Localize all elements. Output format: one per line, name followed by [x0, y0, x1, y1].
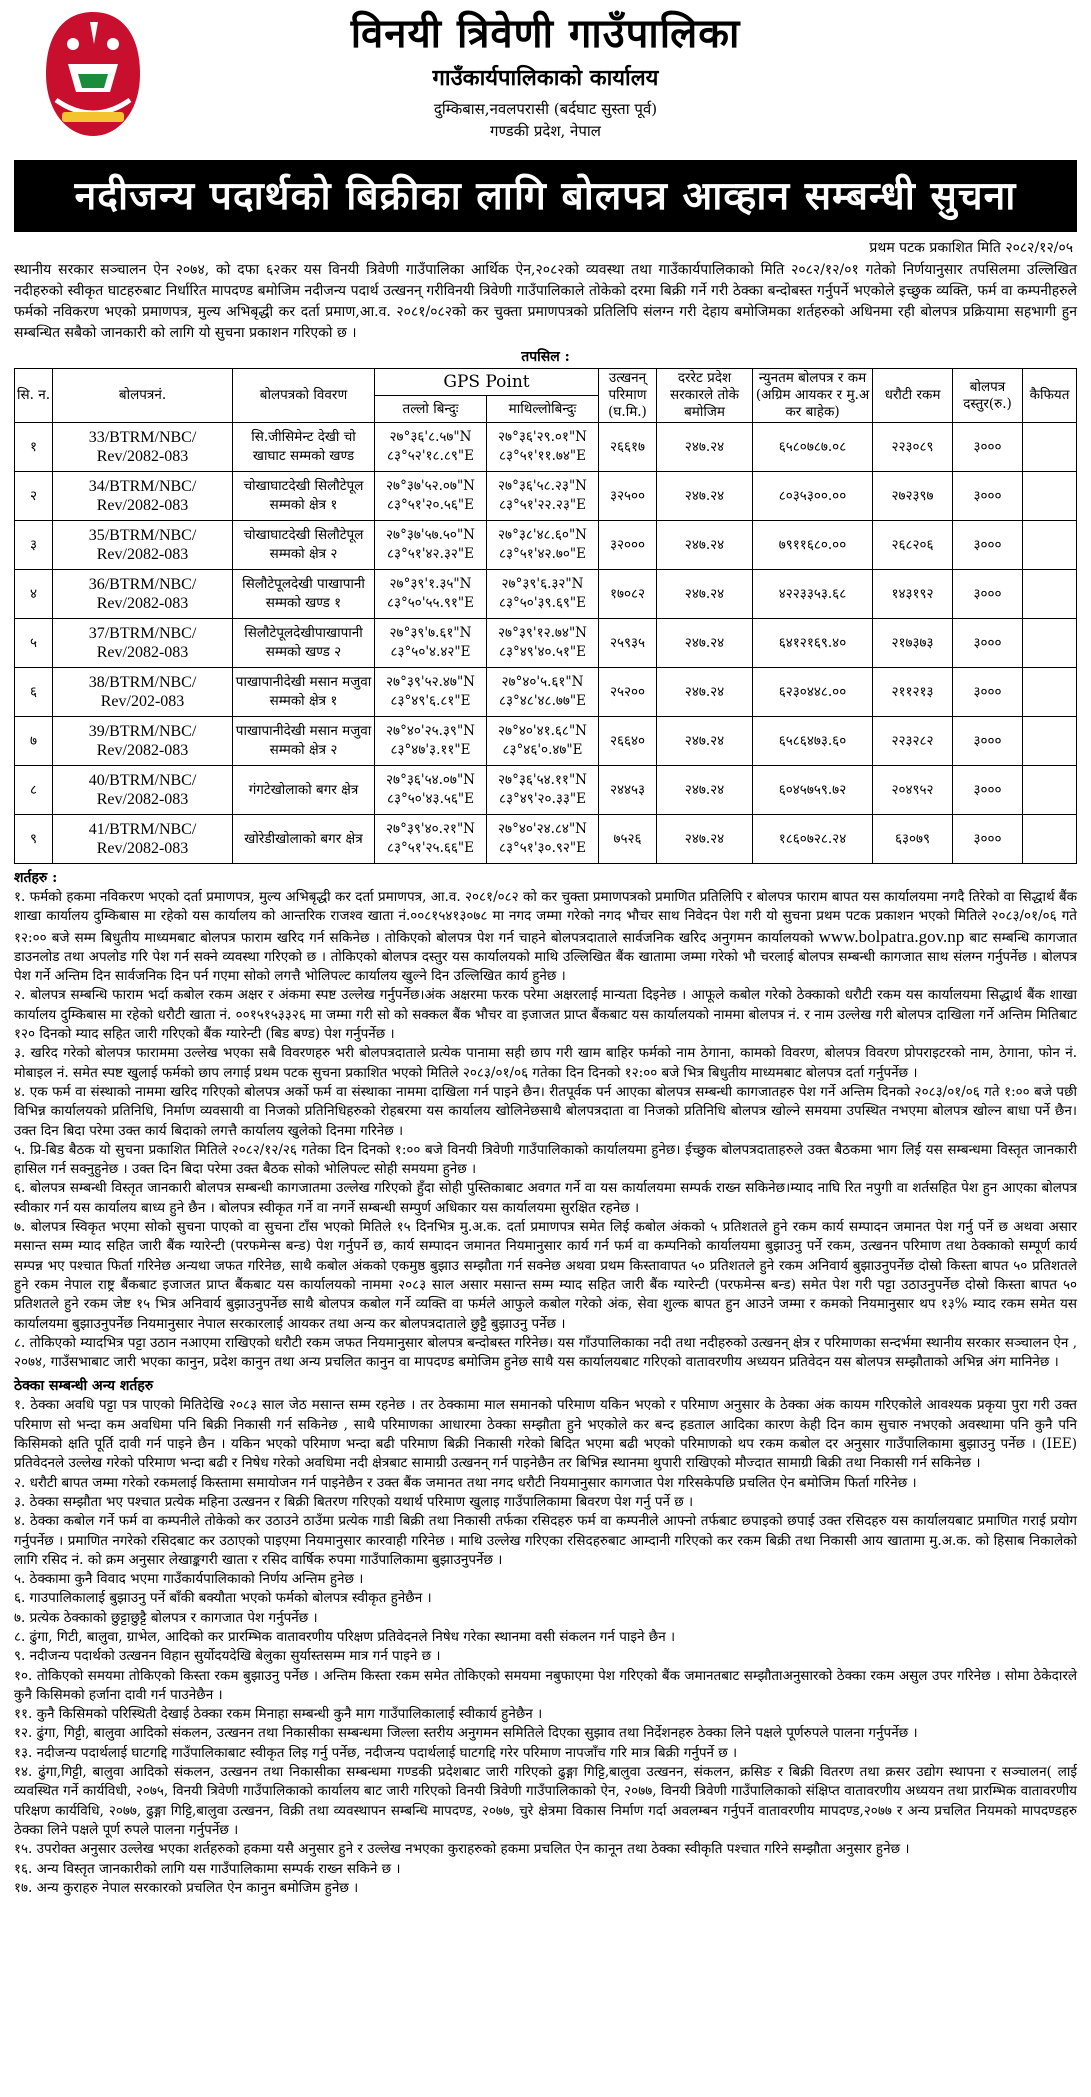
table-row [15, 815, 1077, 864]
cell-deposit: १४३१९२ [873, 570, 953, 619]
cell-bid-no: 36/BTRM/NBC/ Rev/2082-083 [53, 570, 233, 619]
col-gps-upper: माथिल्लोबिन्दुः [487, 396, 599, 423]
cell-fee: ३००० [953, 472, 1023, 521]
cell-gps-lower: २७°३९'४०.२१"N ८३°५१'२५.६६"E [375, 815, 487, 864]
cell-sn: ९ [15, 815, 53, 864]
cell-sn: ५ [15, 619, 53, 668]
terms-heading: शर्तहरु : [14, 870, 58, 886]
cell-gps-lower: २७°४०'२५.३९"N ८३°४७'३.११"E [375, 717, 487, 766]
tapsil-label: तपसिल : [521, 349, 570, 365]
col-rate: दररेट प्रदेश सरकारले तोके बमोजिम [657, 369, 753, 423]
cell-min: ६०४५७५९.७२ [753, 766, 873, 815]
cell-bid-no: 34/BTRM/NBC/ Rev/2082-083 [53, 472, 233, 521]
col-gps-lower: तल्लो बिन्दुः [375, 396, 487, 423]
cell-gps-upper: २७°३६'५८.२३"N ८३°५१'२२.२३"E [487, 472, 599, 521]
cell-gps-upper: २७°३६'२९.०१"N ८३°५१'११.७४"E [487, 423, 599, 472]
cell-qty: २६६४० [599, 717, 657, 766]
cell-gps-upper: २७°४०'५.६१"N ८३°४८'४८.७७"E [487, 668, 599, 717]
cell-desc: खोरेडीखोलाको बगर क्षेत्र [233, 815, 375, 864]
other-term-item: ७. प्रत्येक ठेक्काको छुट्टाछुट्टै बोलपत्र र कागजात पेश गर्नुपर्नेछ । [14, 1609, 318, 1626]
cell-deposit: ६३०७९ [873, 815, 953, 864]
cell-gps-upper: २७°३८'४८.६०"N ८३°५१'४२.७०"E [487, 521, 599, 570]
cell-remark [1023, 619, 1077, 668]
cell-desc: चोखाघाटदेखी सिलौटेपूल सम्मको क्षेत्र २ [233, 521, 375, 570]
cell-gps-upper: २७°४०'४१.६८"N ८३°४६'०.४७"E [487, 717, 599, 766]
cell-fee: ३००० [953, 766, 1023, 815]
cell-deposit: २७२३९७ [873, 472, 953, 521]
cell-gps-upper: २७°३६'५४.११"N ८३°४९'२०.३३"E [487, 766, 599, 815]
table-row [15, 423, 1077, 472]
cell-qty: ३२५०० [599, 472, 657, 521]
term-item: १. फर्मको हकमा नविकरण भएको दर्ता प्रमाणपत्र, मुल्य अभिबृद्धी कर दर्ता प्रमाणपत्र, आ.व. २०८१/०८२ को कर चुक्ता प्रमाणपत्रको प्रमाणित प्रतिलिपि र बोलपत्र फाराम बापत यस कार्यालयमा नगदै तिरेको वा सिद्धार्थ बैंक शाखा कार्यालय दुम्किबास मा रहेको यस कार्यालय को आन्तरिक राजश्व खाता नं.००८१५४१३०७८ मा नगद जम्मा गरेको नगद भौचर साथ निवेदन पेश गरी यो सुचना प्रथम पटक प्रकाशन भएको मितिले २०८३/०१/०६ गते १२:०० बजे सम्म बिधुतीय माध्यमबाट बोलपत्र फाराम खरिद गर्न सकिनेछ । तोकिएको बोलपत्र पेश गर्न चाहने बोलपत्रदाताले सार्वजनिक खरिद अनुगमन कार्यालयको www.bolpatra.gov.np बाट सम्बन्धि कागजात डाउनलोड तथा अपलोड गरि पेश गर्न सक्ने व्यवस्था गरिएको छ । तोकिएको बोलपत्र दस्तुर यस कार्यालयको माथि उल्लिखित बैंक खातामा जम्मा गरेको भौ चरलाई बोलपत्र सम्बन्धी कागजात साथ संलग्न गर्नुपर्नेछ । बोलपत्र पेश गर्ने अन्तिम दिन सार्वजनिक दिन पर्न गएमा सोको लगत्तै भोलिपल्ट कार्यालय खुल्ने दिन उल्लिखित कार्य हुनेछ । [14, 889, 1078, 985]
cell-deposit: २१७३७३ [873, 619, 953, 668]
cell-desc: चोखाघाटदेखी सिलौटेपूल सम्मको क्षेत्र १ [233, 472, 375, 521]
cell-fee: ३००० [953, 668, 1023, 717]
bid-table [14, 368, 1077, 864]
cell-bid-no: 39/BTRM/NBC/ Rev/2082-083 [53, 717, 233, 766]
cell-qty: २५२०० [599, 668, 657, 717]
other-term-item: ८. ढुंगा, गिटी, बालुवा, ग्राभेल, आदिको कर प्रारम्भिक वातावरणीय परिक्षण प्रतिवेदनले निषेध गरेका स्थानमा वसी संकलन गर्न पाइने छैन । [14, 1628, 676, 1645]
cell-rate: २४७.२४ [657, 668, 753, 717]
col-deposit: धरौटी रकम [873, 369, 953, 423]
cell-gps-lower: २७°३७'५२.०७"N ८३°५१'२०.५६"E [375, 472, 487, 521]
cell-remark [1023, 472, 1077, 521]
cell-bid-no: 35/BTRM/NBC/ Rev/2082-083 [53, 521, 233, 570]
intro-paragraph: स्थानीय सरकार सञ्चालन ऐन २०७४, को दफा ६२कर यस विनयी त्रिवेणी गाउँपालिका आर्थिक ऐन,२०८२को व्यवस्था तथा गाउँकार्यपालिकाको मिति २०८२/१२/०१ गतेको निर्णयानुसार तपसिलमा उल्लिखित नदीहरुको स्वीकृत घाटहरुबाट निर्धारित मापदण्ड बमोजिम नदीजन्य पदार्थ उत्खनन् गरीविनयी त्रिवेणी गाउँपालिकाले तोकेको दरमा बिक्री गर्ने गरी ठेक्का बन्दोबस्त गर्नुपर्ने भएकोले इच्छुक व्यक्ति, फर्म वा कम्पनीहरुले फर्मको नविकरण भएको प्रमाणपत्र, मुल्य अभिबृद्धी कर दर्ता प्रमाण,आ.व. २०८१/०८२को कर चुक्ता प्रमाणपत्रको प्रतिलिपि संलग्न गरी देहाय बमोजिमका शर्तहरुको अधिनमा रही बोलपत्र प्रक्रियामा सहभागी हुन सम्बन्धित सबैको जानकारी को लागि यो सुचना प्रकाशन गरिएको छ । [14, 262, 1077, 341]
term-item: ७. बोलपत्र स्विकृत भएमा सोको सुचना पाएको वा सुचना टाँस भएको मितिले १५ दिनभित्र मु.अ.क. दर्ता प्रमाणपत्र समेत लिई कबोल अंकको ५ प्रतिशतले हुने रकम कार्य सम्पादन जमानत पेश गर्नु पर्ने छ अथवा असार मसान्त सम्म म्याद सहित जारी बैंक ग्यारेन्टी (परफमेन्स बन्ड) पेश गर्नुपर्ने छ, कार्य सम्पादन जमानत नियमानुसार कार्य गर्न फर्म वा कम्पनिको कार्यालयमा बुझाउनु पर्ने रकम, उत्खनन परिमाण तथा ठेक्काको सम्पूर्ण कार्य सम्पन्न भए पश्चात फिर्ता गरिनेछ अन्यथा जफत गरिनेछ, साथै कबोल अंकको एकमुष्ठ बुझाउ सम्झौता गर्न सक्नेछ अथवा प्रथम किस्तावापत ५० प्रतिशतले हुने रकम अनिवार्य बुझाउनुपर्नेछ दोस्रो किस्ता बापत ५० प्रतिशतले हुने रकम नेपाल राष्ट्र बैंकबाट इजाजत प्राप्त बैंकबाट यस कार्यालयको नाममा २०८३ साल असार मसान्त सम्म म्याद सहित जारी बैंक ग्यारेन्टी (परफमेन्स बन्ड) समेत पेश गरी पट्टा उठाउनुपर्नेछ दोस्रो किस्ता बापत ५० प्रतिशतले हुने रकम जेष्ट १५ भित्र अनिवार्य बुझाउनुपर्नेछ साथै बोलपत्र कबोल गर्ने व्यक्ति वा फर्मले आफुले कबोल गरेको अंक, सेवा शुल्क बापत हुन आउने जम्मा र कमको नियमानुसार थप १३% म्याद रकम समेत यस कार्यालयमा बुझाउनुपर्नेछ नियमानुसार नेपाल सरकारलाई आयकर तथा अन्य कर बोलपत्रदाताले छुट्टै बुझाउनु पर्नेछ । [14, 1219, 1077, 1332]
cell-remark [1023, 815, 1077, 864]
cell-rate: २४७.२४ [657, 521, 753, 570]
other-term-item: ४. ठेक्का कबोल गर्ने फर्म वा कम्पनीले तोकेको कर उठाउने ठाउँमा प्रत्येक गाडी बिक्री तथा निकासी तर्फका रसिदहरु फर्म वा कम्पनीले आफ्नो तर्फबाट छ्पाइको छपाई उक्त रसिदहरु यस कार्यालयबाट प्रमाणित गराई प्रयोग गर्नुपर्नेछ । प्रमाणित नगरेको रसिदबाट कर उठाएको पाइएमा नियमानुसार कारवाही गरिनेछ । माथि उल्लेख गरिएका रसिदहरुबाट आम्दानी गरिएको कर रकम बिक्री तथा निकासी आय खातामा मु.अ.क. को हिसाब निकालेको लागि रसिद नं. को क्रम अनुसार लेखाङ्कगरी खाता र रसिद वार्षिक रुपमा गाउँपालिकामा बुझाउनुपर्नेछ । [14, 1513, 1077, 1568]
table-row [15, 570, 1077, 619]
other-term-item: १. ठेक्का अवधि पट्टा पत्र पाएको मितिदेखि २०८३ साल जेठ मसान्त सम्म रहनेछ । तर ठेक्कामा माल समानको परिमाण यकिन भएको र परिमाण अनुसार के ठेक्का अंक कायम गरिएकोले आवश्यक प्रकृया पुरा गरी उक्त परिमाण सो भन्दा कम अवधिमा पनि बिक्री निकासी गर्न सकिनेछ , साथै परिमाणका आधारमा ठेक्का सम्झौता हुने भएकोले कर बन्द हडताल आदिका कारण केही दिन काम सुचारु नभएको अवस्थामा पनि कुनै पनि किसिमको क्षति पूर्ति दावी गर्न पाइने छैन । यकिन भएको परिमाण भन्दा बढी परिमाण बिक्री निकासी गरेको बिदित भएमा बढी भएको परिमाणको थप रकम कबोल दर अनुसार गाउँपालिकामा बुझाउनु पर्नेछ । (IEE) प्रतिवेदनले उल्लेख गरेको परिमाण भन्दा बढी र निषेध गरेको अवधिमा नदी क्षेत्रबाट सामाग्री उत्खनन् गर्न पाइनेछैन तर बिभिन्न स्थानमा थुपारी राखिएको मौज्दात सामाग्री बिक्री तथा निकासी गर्न सकिनेछ । [14, 1397, 1077, 1472]
term-item: ५. प्रि-बिड बैठक यो सुचना प्रकाशित मितिले २०८२/१२/२६ गतेका दिन दिनको १:०० बजे विनयी त्रिवेणी गाउँपालिकाको कार्यालयमा हुनेछ। ईच्छुक बोलपत्रदाताहरुले उक्त बैठकमा भाग लिई यस सम्बन्धमा विस्तृत जानकारी हासिल गर्न सक्नुहुनेछ । उक्त दिन बिदा परेमा उक्त बैठक सोको भोलिपल्ट सोही समयमा हुनेछ । [14, 1141, 1077, 1178]
cell-remark [1023, 717, 1077, 766]
cell-gps-lower: २७°३६'८.५७"N ८३°५२'१८.८९"E [375, 423, 487, 472]
cell-qty: २४४५३ [599, 766, 657, 815]
cell-gps-lower: २७°३९'५२.४७"N ८३°४९'६.८१"E [375, 668, 487, 717]
cell-sn: ८ [15, 766, 53, 815]
other-term-item: ६. गाउपालिकालाई बुझाउनु पर्ने बाँकी बक्यौता भएको फर्मको बोलपत्र स्वीकृत हुनेछैन । [14, 1590, 432, 1607]
term-item: २. बोलपत्र सम्बन्धि फाराम भर्दा कबोल रकम अक्षर र अंकमा स्पष्ट उल्लेख गर्नुपर्नेछ।अंक अक्षरमा फरक परेमा अक्षरलाई मान्यता दिइनेछ । आफूले कबोल गरेको ठेक्काको धरौटी रकम यस कार्यालयमा सिद्धार्थ बैंक शाखा कार्यालय दुम्किबास मा रहेको धरौटी खाता नं. ००१५१५३३२६ मा जम्मा गरी सो को सक्कल बैंक भौचर वा इजाजत प्राप्त बैंकबाट यस कार्यालयको नाममा बोलपत्र नं. र नाम उल्लेख गरी बोलपत्र दाखिला गर्ने अन्तिम मितिबाट १२० दिनको म्याद सहित जारी गरिएको बैंक ग्यारेन्टी (बिड बण्ड) पेश गर्नुपर्नेछ । [14, 987, 1077, 1043]
col-min: न्युनतम बोलपत्र र कम (अग्रिम आयकर र मु.अ कर बाहेक) [753, 369, 873, 423]
cell-desc: पाखापानीदेखी मसान मजुवा सम्मको क्षेत्र १ [233, 668, 375, 717]
table-row [15, 521, 1077, 570]
other-term-item: १४. ढुंगा,गिट्टी, बालुवा आदिको संकलन, उत्खनन तथा निकासीका सम्बन्धमा गण्डकी प्रदेशबाट जारी गरिएको ढुङ्गा गिट्टि,बालुवा उत्खनन, संकलन, क्रसिङ र बिक्री वितरण तथा क्रसर उद्योग स्थापना र सञ्चालन( लाई व्यवस्थित गर्ने कार्यविधी, २०७५, विनयी त्रिवेणी गाउँपालिकाको कार्यालय बाट जारी गरिएको विनयी त्रिवेणी गाउँपालिकाको ऐन, २०७७, विनयी त्रिवेणी गाउँपालिकाको संक्षिप्त वातावरणीय अध्ययन तथा प्रारम्भिक वातावरणीय परिक्षण कार्यविधि, २०७७, ढुङ्गा गिट्टि,बालुवा उत्खनन, विक्री तथा व्यवस्थापन सम्बन्धि मापदण्ड, २०७७, चुरे क्षेत्रमा विकास निर्माण गर्दा अवलम्बन गर्नुपर्ने वातावरणीय मापदण्ड,२०७७ र अन्य प्रचलित नियमको मापदण्डहरु ठेक्का लिने पक्षले पूर्ण रुपले पालना गर्नुपर्नेछ । [14, 1764, 1077, 1838]
cell-sn: ७ [15, 717, 53, 766]
cell-gps-lower: २७°३७'५७.५०"N ८३°५१'४२.३२"E [375, 521, 487, 570]
cell-fee: ३००० [953, 815, 1023, 864]
other-term-item: २. धरौटी बापत जम्मा गरेको रकमलाई किस्तामा समायोजन गर्न पाइनेछैन र उक्त बैंक जमानत तथा नगद धरौटी नियमानुसार कागजात पेश गरिसकेपछि प्रचलित ऐन बमोजिम फिर्ता गरिनेछ । [14, 1474, 917, 1491]
cell-rate: २४७.२४ [657, 766, 753, 815]
cell-sn: ३ [15, 521, 53, 570]
other-term-item: १६. अन्य विस्तृत जानकारीको लागि यस गाउँपालिकामा सम्पर्क राख्न सकिने छ । [14, 1860, 401, 1877]
table-row [15, 766, 1077, 815]
cell-sn: १ [15, 423, 53, 472]
cell-qty: ७५२६ [599, 815, 657, 864]
cell-qty: १७०८२ [599, 570, 657, 619]
cell-deposit: २११२१३ [873, 668, 953, 717]
cell-gps-upper: २७°३९'१२.७४"N ८३°४९'४०.५१"E [487, 619, 599, 668]
table-row [15, 668, 1077, 717]
cell-fee: ३००० [953, 423, 1023, 472]
cell-remark [1023, 766, 1077, 815]
term-item: ६. बोलपत्र सम्बन्धी विस्तृत जानकारी बोलपत्र सम्बन्धी कागजातमा उल्लेख गरिएको हुँदा सोही पुस्तिकाबाट अवगत गर्ने वा यस कार्यालयमा सम्पर्क राख्न सकिनेछ।म्याद नाघि रित नपुगी वा शर्तसहित पेश हुन आएका बोलपत्र स्वीकार गर्न यस कार्यालय बाध्य हुने छैन । बोलपत्र स्वीकृत गर्ने वा नगर्ने सम्बन्धी सम्पुर्ण अधिकार यस कार्यालयमा सुरक्षित रहनेछ । [14, 1180, 1077, 1216]
cell-min: ७९११६८०.०० [753, 521, 873, 570]
other-terms-heading: ठेक्का सम्बन्धी अन्य शर्तहरु [14, 1378, 154, 1395]
col-gps: GPS Point [375, 369, 599, 396]
notice-banner: नदीजन्य पदार्थको बिक्रीका लागि बोलपत्र आव्हान सम्बन्धी सुचना [14, 160, 1077, 232]
cell-min: ६४१२१६९.४० [753, 619, 873, 668]
cell-rate: २४७.२४ [657, 717, 753, 766]
bid-table-body [15, 423, 1077, 864]
cell-gps-lower: २७°३९'१.३५"N ८३°५०'५५.९१"E [375, 570, 487, 619]
other-term-item: १२. ढुंगा, गिट्टी, बालुवा आदिको संकलन, उत्खनन तथा निकासीका सम्बन्धमा जिल्ला स्तरीय अनुगमन समितिले दिएका सुझाव तथा निर्देशनहरु ठेक्का लिने पक्षले पूर्णरुपले पालना गर्नुपर्नेछ । [14, 1725, 918, 1742]
col-bid-no: बोलपत्रनं. [53, 369, 233, 423]
cell-qty: २५९३५ [599, 619, 657, 668]
bolpatra-link[interactable]: www.bolpatra.gov.np [818, 926, 965, 946]
cell-desc: सि.जीसिमेन्ट देखी चो खाघाट सम्मको खण्ड [233, 423, 375, 472]
cell-fee: ३००० [953, 521, 1023, 570]
other-term-item: १०. तोकिएको समयमा तोकिएको किस्ता रकम बुझाउनु पर्नेछ । अन्तिम किस्ता रकम समेत तोकिएको समयमा नबुफाएमा पेश गरिएको बैंक जमानतबाट सम्झौताअनुसारको ठेक्का रकम असुल उपर गरिनेछ । सोमा ठेकेदारले कुनै किसिमको हर्जाना दावी गर्न पाउनेछैन । [14, 1667, 1077, 1703]
cell-remark [1023, 570, 1077, 619]
cell-bid-no: 41/BTRM/NBC/ Rev/2082-083 [53, 815, 233, 864]
col-fee: बोलपत्र दस्तुर(रु.) [953, 369, 1023, 423]
cell-rate: २४७.२४ [657, 472, 753, 521]
header-address: दुम्किबास,नवलपरासी (बर्दघाट सुस्ता पूर्व) [433, 100, 658, 118]
other-term-item: ५. ठेक्कामा कुनै विवाद भएमा गाउँकार्यपालिकाको निर्णय अन्तिम हुनेछ । [14, 1571, 364, 1588]
publish-date: प्रथम पटक प्रकाशित मिति २०८२/१२/०५ [869, 240, 1073, 256]
cell-min: ४२२३३५३.६८ [753, 570, 873, 619]
cell-bid-no: 40/BTRM/NBC/ Rev/2082-083 [53, 766, 233, 815]
cell-fee: ३००० [953, 619, 1023, 668]
cell-bid-no: 37/BTRM/NBC/ Rev/2082-083 [53, 619, 233, 668]
cell-desc: गंगटेखोलाको बगर क्षेत्र [233, 766, 375, 815]
cell-sn: ६ [15, 668, 53, 717]
cell-sn: २ [15, 472, 53, 521]
col-qty: उत्खनन् परिमाण (घ.मि.) [599, 369, 657, 423]
cell-min: ६५८०७८७.०८ [753, 423, 873, 472]
cell-gps-lower: २७°३९'७.६१"N ८३°५०'४.४२"E [375, 619, 487, 668]
other-term-item: १७. अन्य कुराहरु नेपाल सरकारको प्रचलित ऐन कानुन बमोजिम हुनेछ । [14, 1879, 359, 1896]
other-terms-list [14, 1396, 1077, 1898]
cell-min: ६५८६४७३.६० [753, 717, 873, 766]
cell-bid-no: 38/BTRM/NBC/ Rev/202-083 [53, 668, 233, 717]
cell-gps-upper: २७°३९'६.३२"N ८३°५०'३९.६९"E [487, 570, 599, 619]
other-term-item: १५. उपरोक्त अनुसार उल्लेख भएका शर्तहरुको हकमा यसै अनुसार हुने र उल्लेख नभएका कुराहरुको हकमा प्रचलित ऐन कानून तथा ठेक्का स्वीकृति पश्चात गरिने सम्झौता अनुसार हुनेछ । [14, 1841, 910, 1858]
cell-gps-lower: २७°३६'५४.०७"N ८३°५०'४३.५६"E [375, 766, 487, 815]
table-row [15, 619, 1077, 668]
header-title: विनयी त्रिवेणी गाउँपालिका [350, 10, 741, 57]
cell-deposit: २२३२८२ [873, 717, 953, 766]
cell-rate: २४७.२४ [657, 423, 753, 472]
cell-fee: ३००० [953, 570, 1023, 619]
col-remark: कैफियत [1023, 369, 1077, 423]
cell-min: ८०३५३००.०० [753, 472, 873, 521]
cell-min: १८६०७२८.२४ [753, 815, 873, 864]
cell-desc: सिलौटेपूलदेखीपाखापानी सम्मको खण्ड २ [233, 619, 375, 668]
other-term-item: ३. ठेक्का सम्झौता भए पश्चात प्रत्येक महिना उत्खनन र बिक्री बितरण गरिएको यथार्थ परिमाण खुलाइ गाउँपालिकामा बिवरण पेश गर्नु पर्ने छ । [14, 1493, 694, 1510]
cell-qty: २६६१७ [599, 423, 657, 472]
cell-fee: ३००० [953, 717, 1023, 766]
cell-desc: सिलौटेपूलदेखी पाखापानी सम्मको खण्ड १ [233, 570, 375, 619]
other-term-item: १३. नदीजन्य पदार्थलाई घाटगद्दि गाउँपालिकाबाट स्वीकृत लिइ गर्नु पर्नेछ, नदीजन्य पदार्थलाई घाटगद्दि गरेर परिमाण नापजाँच गरि मात्र बिक्री गर्नुपर्ने छ । [14, 1744, 738, 1761]
col-sn: सि. न. [15, 369, 53, 423]
nepal-emblem-icon [28, 4, 158, 144]
table-row [15, 717, 1077, 766]
cell-gps-upper: २७°४०'२४.८४"N ८३°५१'३०.९२"E [487, 815, 599, 864]
other-term-item: ९. नदीजन्य पदार्थको उत्खनन विहान सुर्योदयदेखि बेलुका सुर्यास्तसम्म मात्र गर्न पाइने छ । [14, 1648, 441, 1665]
cell-remark [1023, 423, 1077, 472]
cell-rate: २४७.२४ [657, 815, 753, 864]
cell-qty: ३२००० [599, 521, 657, 570]
cell-deposit: २२३०८९ [873, 423, 953, 472]
cell-bid-no: 33/BTRM/NBC/ Rev/2082-083 [53, 423, 233, 472]
cell-desc: पाखापानीदेखी मसान मजुवा सम्मको क्षेत्र २ [233, 717, 375, 766]
cell-deposit: २०४९५२ [873, 766, 953, 815]
cell-rate: २४७.२४ [657, 570, 753, 619]
cell-remark [1023, 668, 1077, 717]
terms-list [14, 888, 1077, 1372]
header [14, 0, 1077, 158]
other-term-item: ११. कुनै किसिमको परिस्थिती देखाई ठेक्का रकम मिनाहा सम्बन्धी कुनै माग गाउँपालिकालाई स्वीकार्य हुनेछैन । [14, 1706, 543, 1723]
table-row [15, 472, 1077, 521]
cell-sn: ४ [15, 570, 53, 619]
term-item: ४. एक फर्म वा संस्थाको नाममा खरिद गरिएको बोलपत्र अर्को फर्म वा संस्थाका नाममा दाखिला गर्न पाइने छैन। रीतपूर्वक पर्न आएका बोलपत्र सम्बन्धी कागजातहरु पेश गर्ने अन्तिम दिनको २०८३/०१/०६ गते १:०० बजे पछी विभिन्न कार्यालयको प्रतिनिधि, निर्माण व्यवसायी वा निजको प्रतिनिधिहरुको रोहबरमा यस कार्यालय खोलिनेछसाथै बोलपत्रदाता वा निजको प्रतिनिधि बोलपत्र खोल्ने समयमा उपस्थित नभएमा बोलपत्र खोल्न बाधा पर्ने छैन। उक्त दिन बिदा परेमा उक्त कार्य बिदाको लगत्तै कार्यालय खुलेको दिनमा गरिनेछ । [14, 1083, 1077, 1139]
term-item: ३. खरिद गरेको बोलपत्र फाराममा उल्लेख भएका सबै विवरणहरु भरी बोलपत्रदाताले प्रत्येक पानामा सही छाप गरी खाम बाहिर फर्मको नाम ठेगाना, कामको विवरण, बोलपत्र विवरण प्रोपराइटरको नाम, ठेगाना, फोन नं. मोबाइल नं. समेत स्पष्ट खुलाई फर्मको छाप लगाई प्रथम पटक सुचना प्रकाशित भएको मितिले २०८३/०१/०६ गतेका दिन दिनको १२:०० बजे भित्र बिधुतीय माध्यमबाट बोलपत्र दर्ता गर्नुपर्नेछ । [14, 1045, 1077, 1081]
cell-rate: २४७.२४ [657, 619, 753, 668]
term-item: ८. तोकिएको म्यादभित्र पट्टा उठान नआएमा राखिएको धरौटी रकम जफत नियमानुसार बोलपत्र बन्दोबस्त गरिनेछ। यस गाँउपालिकाका नदी तथा नदीहरुको उत्खनन् क्षेत्र र परिमाणका सन्दर्भमा स्थानीय सरकार सञ्चालन ऐन , २०७४, गाउँसभाबाट जारी भएका कानुन, प्रदेश कानुन तथा अन्य प्रचलित कानुन वा मापदण्ड बमोजिम हुनेछ साथै यस कार्यालयबाट गरिएको वातावरणीय अध्ययन प्रतिवेदन यस बोलपत्र सम्झौताको अभिन्न अंग मानिनेछ । [14, 1334, 1077, 1371]
cell-deposit: २६८२०६ [873, 521, 953, 570]
header-province: गण्डकी प्रदेश, नेपाल [490, 122, 601, 140]
header-subtitle: गाउँकार्यपालिकाको कार्यालय [432, 65, 659, 91]
cell-remark [1023, 521, 1077, 570]
col-desc: बोलपत्रको विवरण [233, 369, 375, 423]
cell-min: ६२३०४४८.०० [753, 668, 873, 717]
